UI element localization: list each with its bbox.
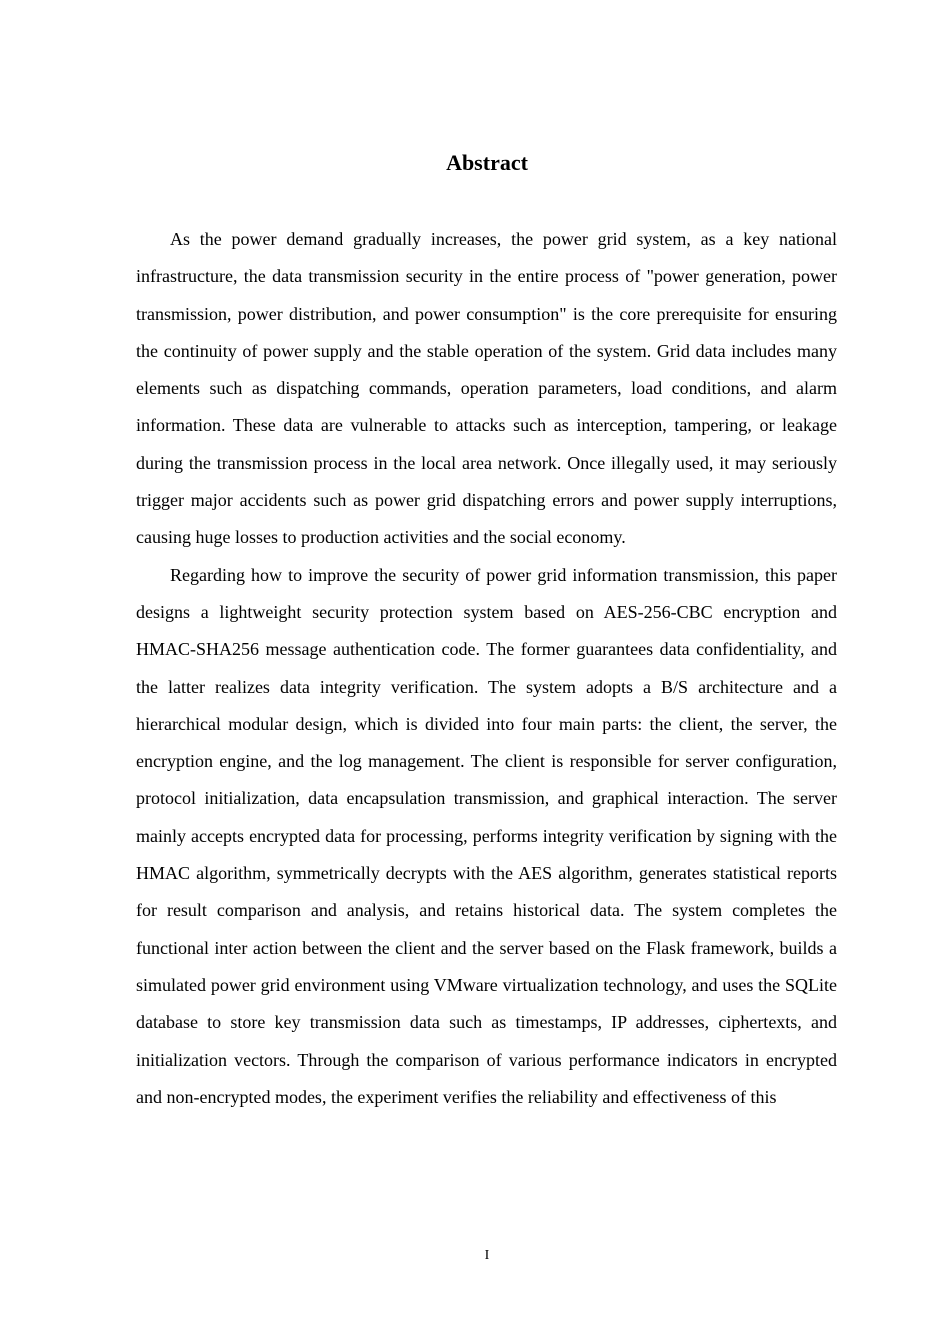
abstract-body — [136, 221, 837, 1116]
abstract-heading: Abstract — [446, 150, 528, 175]
abstract-paragraph-2: Regarding how to improve the security of power grid information transmission, this paper designs a lightweight security protection system based on AES-256-CBC encryption and HMAC-SHA256 message authentication code. The former guarantees data confidentiality, and the latter realizes data integrity verification. The system adopts a B/S architecture and a hierarchical modular design, which is divided into four main parts: the client, the server, the encryption engine, and the log management. The client is responsible for server configuration, protocol initialization, data encapsulation transmission, and graphical interaction. The server mainly accepts encrypted data for processing, performs integrity verification by signing with the HMAC algorithm, symmetrically decrypts with the AES algorithm, generates statistical reports for result comparison and analysis, and retains historical data. The system completes the functional inter action between the client and the server based on the Flask framework, builds a simulated power grid environment using VMware virtualization technology, and uses the SQLite database to store key transmission data such as timestamps, IP addresses, ciphertexts, and initialization vectors. Through the comparison of various performance indicators in encrypted and non-encrypted modes, the experiment verifies the reliability and effectiveness of this — [136, 564, 837, 1107]
page-number: I — [484, 1248, 490, 1263]
abstract-paragraph-1: As the power demand gradually increases, the power grid system, as a key national infrastructure, the data transmission security in the entire process of "power generation, power transmission, power distribution, and power consumption" is the core prerequisite for ensuring the continuity of power supply and the stable operation of the system. Grid data includes many elements such as dispatching commands, operation parameters, load conditions, and alarm information. These data are vulnerable to attacks such as interception, tampering, or leakage during the transmission process in the local area network. Once illegally used, it may seriously trigger major accidents such as power grid dispatching errors and power supply interruptions, causing huge losses to production activities and the social economy. — [136, 229, 837, 548]
